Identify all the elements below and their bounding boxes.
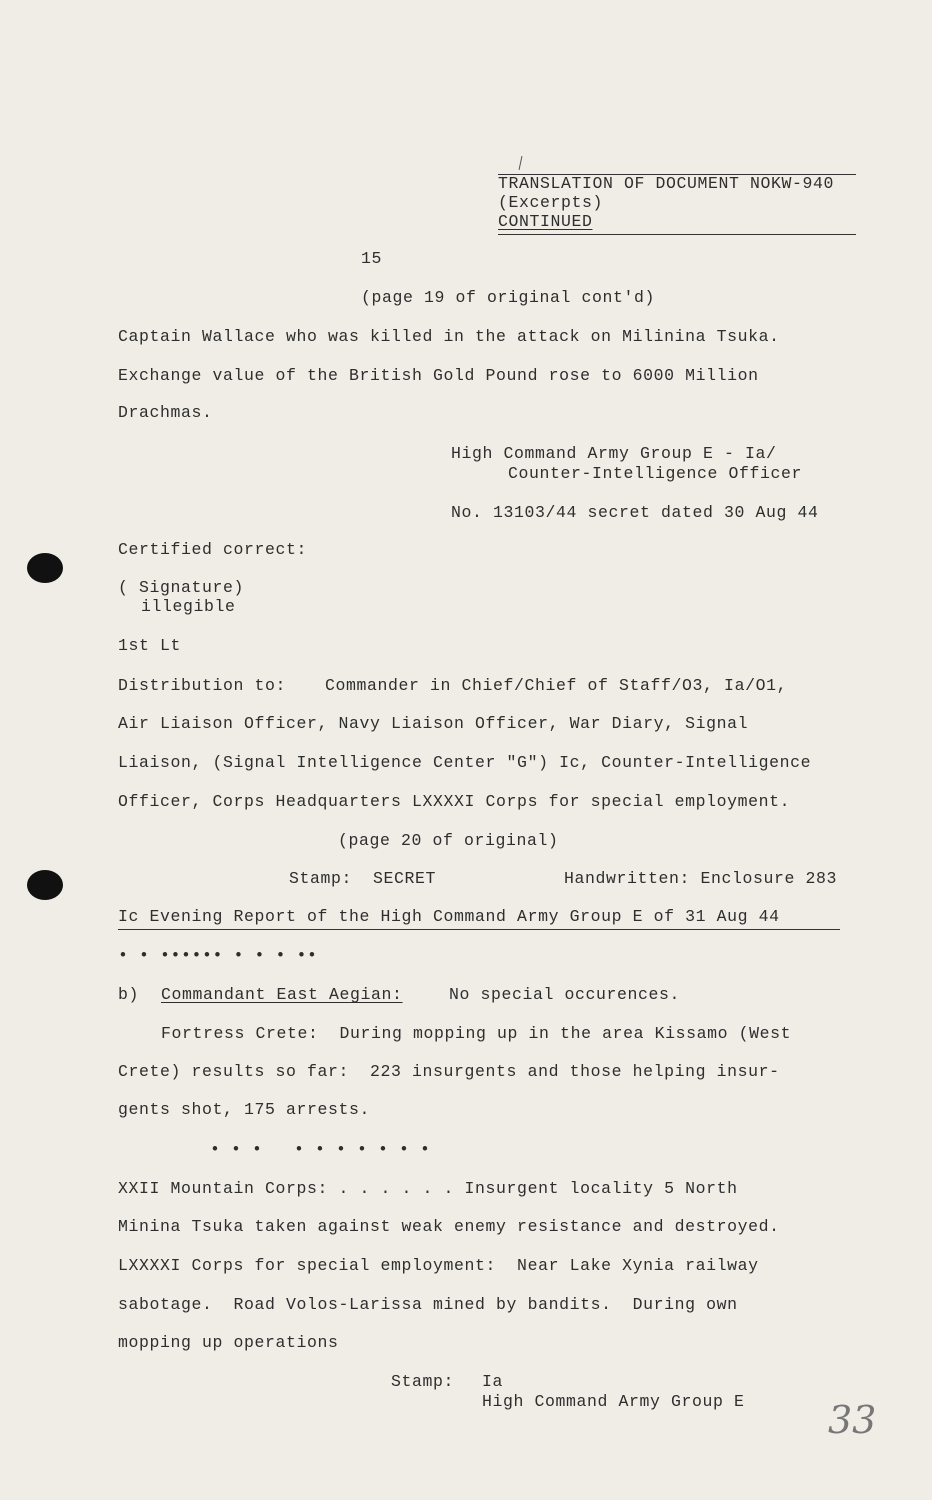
corps-line-4: sabotage. Road Volos-Larissa mined by bandits. During own (118, 1295, 738, 1314)
distribution-line-1: Commander in Chief/Chief of Staff/O3, Ia/O1, (325, 676, 788, 695)
distribution-line-4: Officer, Corps Headquarters LXXXXI Corps for special employment. (118, 792, 791, 811)
crete-line-1: Fortress Crete: During mopping up in the area Kissamo (West (161, 1024, 792, 1043)
section-b-heading: Commandant East Aegian: (161, 985, 403, 1004)
signature-illegible: illegible (141, 597, 236, 616)
ellipsis-row-1: • • •••••• • • • •• (118, 946, 318, 965)
stamp-secret: Stamp: SECRET (289, 869, 437, 888)
ellipsis-row-2: • • • • • • • • • • (210, 1140, 431, 1159)
corps-line-1: XXII Mountain Corps: . . . . . . Insurgent locality 5 North (118, 1179, 738, 1198)
final-stamp-value: Ia (482, 1372, 504, 1391)
crete-line-3: gents shot, 175 arrests. (118, 1100, 371, 1119)
header-pen-mark (519, 156, 523, 170)
body-line-2: Exchange value of the British Gold Pound rose to 6000 Million (118, 366, 759, 385)
handwritten-enclosure: Handwritten: Enclosure 283 (564, 869, 838, 888)
distribution-line-3: Liaison, (Signal Intelligence Center "G") Ic, Counter-Intelligence (118, 753, 812, 772)
crete-line-2: Crete) results so far: 223 insurgents and those helping insur- (118, 1062, 780, 1081)
report-title-underline (118, 929, 840, 930)
final-stamp-org: High Command Army Group E (482, 1392, 745, 1411)
header-bottom-rule (498, 234, 856, 235)
distribution-line-2: Air Liaison Officer, Navy Liaison Officer, War Diary, Signal (118, 714, 749, 733)
final-stamp-label: Stamp: (391, 1372, 455, 1391)
section-b-text: No special occurences. (449, 985, 681, 1004)
continued-label: CONTINUED (498, 212, 593, 231)
rank-label: 1st Lt (118, 636, 182, 655)
page-reference-20: (page 20 of original) (338, 831, 559, 850)
page-reference-19: (page 19 of original cont'd) (361, 288, 656, 307)
report-title: Ic Evening Report of the High Command Army Group E of 31 Aug 44 (118, 907, 780, 926)
body-line-3: Drachmas. (118, 403, 213, 422)
body-line-1: Captain Wallace who was killed in the attack on Milinina Tsuka. (118, 327, 780, 346)
corps-line-5: mopping up operations (118, 1333, 339, 1352)
section-b-prefix: b) (118, 985, 140, 1004)
punch-hole-bottom (27, 870, 63, 900)
page-number: 15 (361, 249, 383, 268)
document-title: TRANSLATION OF DOCUMENT NOKW-940 (498, 174, 835, 193)
punch-hole-top (27, 553, 63, 583)
signature-label: ( Signature) (118, 578, 245, 597)
distribution-label: Distribution to: (118, 676, 287, 695)
certified-correct: Certified correct: (118, 540, 308, 559)
document-number: No. 13103/44 secret dated 30 Aug 44 (451, 503, 819, 522)
signature-org-line-1: High Command Army Group E - Ia/ (451, 444, 777, 463)
corps-line-3: LXXXXI Corps for special employment: Near Lake Xynia railway (118, 1256, 759, 1275)
signature-org-line-2: Counter-Intelligence Officer (508, 464, 803, 483)
excerpts-label: (Excerpts) (498, 193, 604, 212)
handwritten-page-number: 33 (828, 1398, 877, 1442)
corps-line-2: Minina Tsuka taken against weak enemy resistance and destroyed. (118, 1217, 780, 1236)
